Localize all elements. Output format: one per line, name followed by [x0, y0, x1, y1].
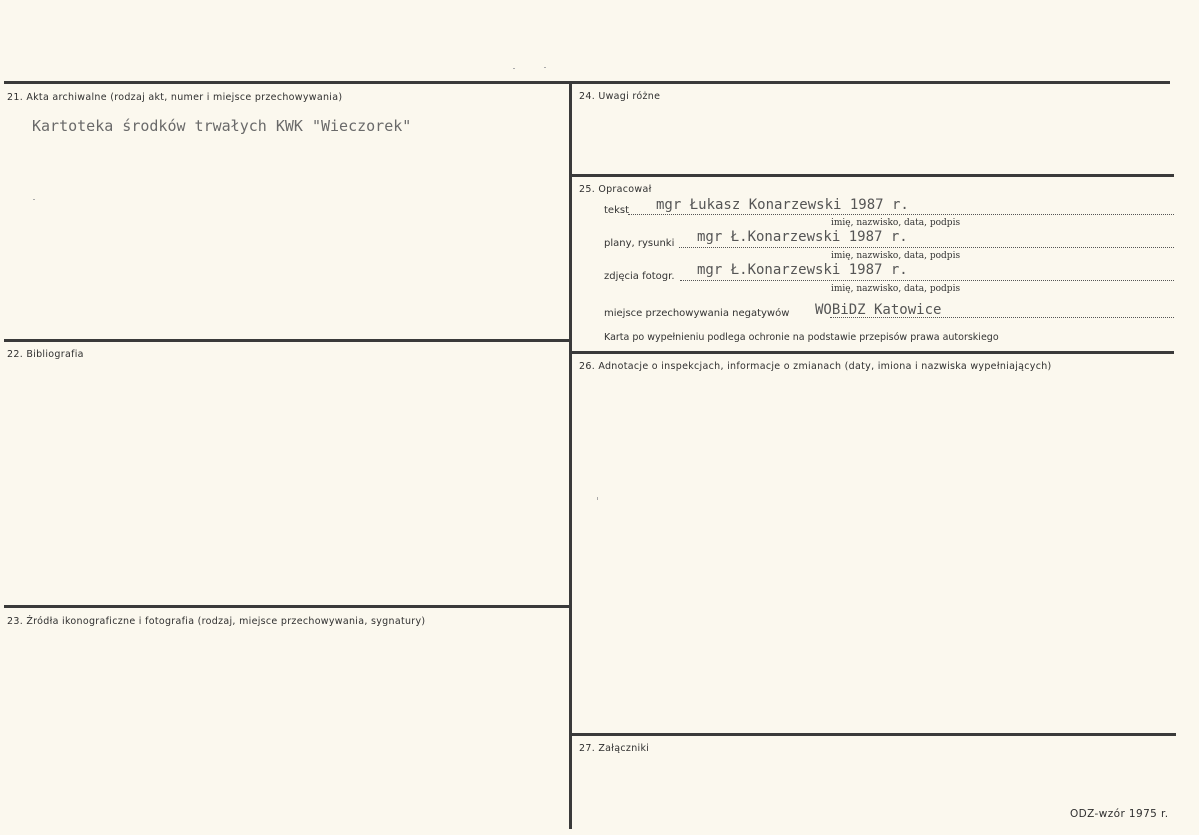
center-divider	[569, 81, 572, 829]
tekst-label: tekst	[604, 205, 629, 216]
zdjecia-label: zdjęcia fotogr.	[604, 271, 675, 282]
rule-26-27	[572, 733, 1176, 736]
section-25-label: 25. Opracował	[579, 184, 652, 195]
form-code: ODZ-wzór 1975 r.	[1070, 808, 1169, 820]
section-22-label: 22. Bibliografia	[7, 349, 84, 360]
plany-label: plany, rysunki	[604, 238, 675, 249]
section-21-value: Kartoteka środków trwałych KWK "Wieczorek"	[32, 117, 412, 135]
copyright-notice: Karta po wypełnieniu podlega ochronie na podstawie przepisów prawa autorskiego	[604, 332, 999, 343]
top-rule	[4, 81, 1170, 84]
zdjecia-hint: imię, nazwisko, data, podpis	[831, 284, 961, 294]
section-24-label: 24. Uwagi różne	[579, 91, 661, 102]
paper-speck	[33, 199, 35, 200]
plany-line	[679, 247, 1174, 248]
tekst-value: mgr Łukasz Konarzewski 1987 r.	[656, 197, 909, 213]
paper-speck	[544, 67, 546, 68]
plany-value: mgr Ł.Konarzewski 1987 r.	[697, 229, 908, 245]
section-27-label: 27. Załączniki	[579, 743, 650, 754]
section-23-label: 23. Źródła ikonograficzne i fotografia (rodzaj, miejsce przechowywania, sygnatury)	[7, 616, 426, 627]
negatywy-value: WOBiDZ Katowice	[815, 302, 942, 318]
section-21-label: 21. Akta archiwalne (rodzaj akt, numer i miejsce przechowywania)	[7, 92, 343, 103]
paper-speck	[513, 68, 515, 69]
rule-24-25	[572, 174, 1174, 177]
tekst-hint: imię, nazwisko, data, podpis	[831, 218, 961, 228]
rule-21-22	[4, 339, 570, 342]
section-26-label: 26. Adnotacje o inspekcjach, informacje o zmianach (daty, imiona i nazwiska wypełniających)	[579, 361, 1052, 372]
tekst-line	[628, 214, 1174, 215]
zdjecia-value: mgr Ł.Konarzewski 1987 r.	[697, 262, 908, 278]
zdjecia-line	[680, 280, 1174, 281]
plany-hint: imię, nazwisko, data, podpis	[831, 251, 961, 261]
rule-25-26	[572, 351, 1174, 354]
negatywy-label: miejsce przechowywania negatywów	[604, 308, 790, 319]
paper-speck	[597, 497, 598, 500]
rule-22-23	[4, 605, 570, 608]
